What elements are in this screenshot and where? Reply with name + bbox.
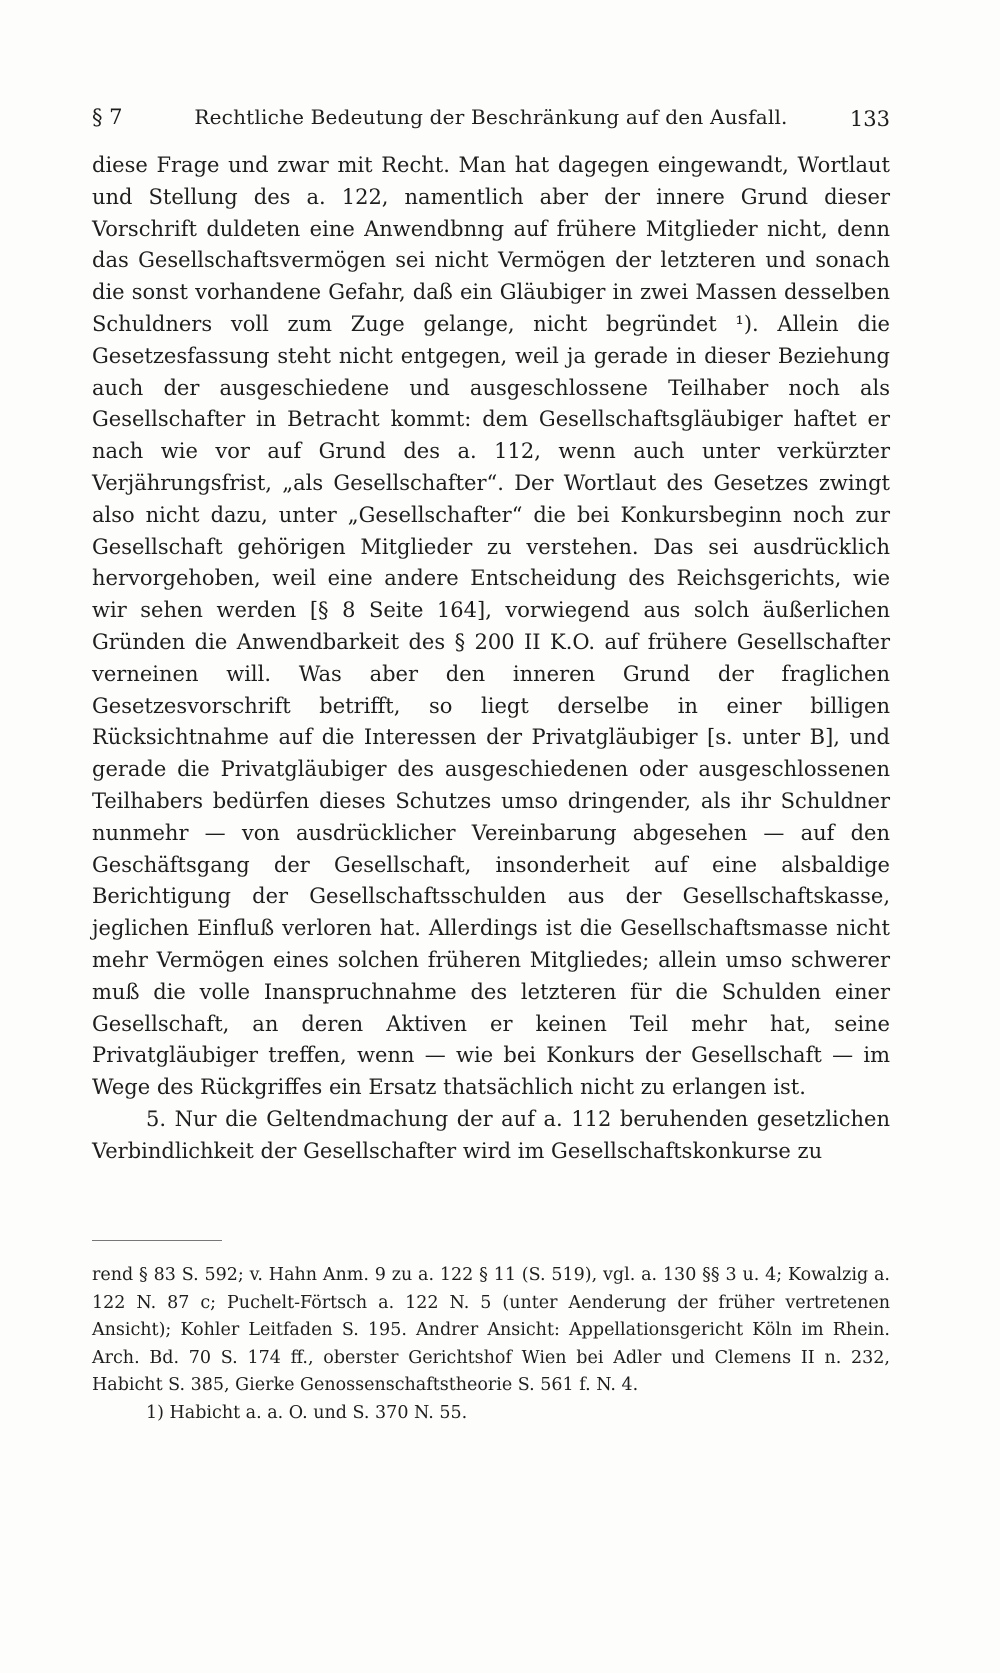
footnote-continued: rend § 83 S. 592; v. Hahn Anm. 9 zu a. 122 § 11 (S. 519), vgl. a. 130 §§ 3 u. 4; Kowalzig a. 122 N. 87 c; Puchelt-Förtsch a. 122 N. 5 (unter Aenderung der früher vertretenen Ansicht); Kohler Leitfaden S. 195. Andrer Ansicht: Appellationsgericht Köln im Rhein. Arch. Bd. 70 S. 174 ff., oberster Gerichtshof Wien bei Adler und Clemens II n. 232, Habicht S. 385, Gierke Genossenschaftstheorie S. 561 f. N. 4. — [92, 1265, 890, 1396]
header-section-number: § 7 — [92, 105, 123, 129]
footnotes — [92, 1262, 890, 1428]
running-header — [92, 100, 890, 134]
main-text — [92, 150, 890, 1168]
body-paragraph-1: diese Frage und zwar mit Recht. Man hat dagegen eingewandt, Wortlaut und Stellung des a. 122, namentlich aber der innere Grund dieser Vorschrift duldeten eine Anwendbnng auf frühere Mitglieder nicht, denn das Gesellschaftsvermögen sei nicht Vermögen der letzteren und sonach die sonst vorhandene Gefahr, daß ein Gläubiger in zwei Massen desselben Schuldners voll zum Zuge gelange, nicht begründet ¹). Allein die Gesetzesfassung steht nicht entgegen, weil ja gerade in dieser Beziehung auch der ausgeschiedene und ausgeschlossene Teilhaber noch als Gesellschafter in Betracht kommt: dem Gesellschaftsgläubiger haftet er nach wie vor auf Grund des a. 112, wenn auch unter verkürzter Verjährungsfrist, „als Gesellschafter“. Der Wortlaut des Gesetzes zwingt also nicht dazu, unter „Gesellschafter“ die bei Konkursbeginn noch zur Gesellschaft gehörigen Mitglieder zu verstehen. Das sei ausdrücklich hervorgehoben, weil eine andere Entscheidung des Reichsgerichts, wie wir sehen werden [§ 8 Seite 164], vorwiegend aus solch äußerlichen Gründen die Anwendbarkeit des § 200 II K.O. auf frühere Gesellschafter verneinen will. Was aber den inneren Grund der fraglichen Gesetzesvorschrift betrifft, so liegt derselbe in einer billigen Rücksichtnahme auf die Interessen der Privatgläubiger [s. unter B], und gerade die Privatgläubiger des ausgeschiedenen oder ausgeschlossenen Teilhabers bedürfen dieses Schutzes umso dringender, als ihr Schuldner nunmehr — von ausdrücklicher Vereinbarung abgesehen — auf den Geschäftsgang der Gesellschaft, insonderheit auf eine alsbaldige Berichtigung der Gesellschaftsschulden aus der Gesellschaftskasse, jeglichen Einfluß verloren hat. Allerdings ist die Gesellschaftsmasse nicht mehr Vermögen eines solchen früheren Mitgliedes; allein umso schwerer muß die volle Inanspruchnahme des letzteren für die Schulden einer Gesellschaft, an deren Aktiven er keinen Teil mehr hat, seine Privatgläubiger treffen, wenn — wie bei Konkurs der Gesellschaft — im Wege des Rückgriffes ein Ersatz thatsächlich nicht zu erlangen ist. — [92, 153, 890, 1100]
header-chapter-title: Rechtliche Bedeutung der Beschränkung auf den Ausfall. — [194, 105, 788, 129]
body-paragraph-2: 5. Nur die Geltendmachung der auf a. 112 beruhenden gesetzlichen Verbindlichkeit der Gesellschafter wird im Gesellschaftskonkurse zu — [92, 1106, 890, 1163]
footnote-separator — [92, 1240, 222, 1241]
footnote-1: 1) Habicht a. a. O. und S. 370 N. 55. — [146, 1402, 468, 1423]
page-number: 133 — [849, 107, 890, 131]
